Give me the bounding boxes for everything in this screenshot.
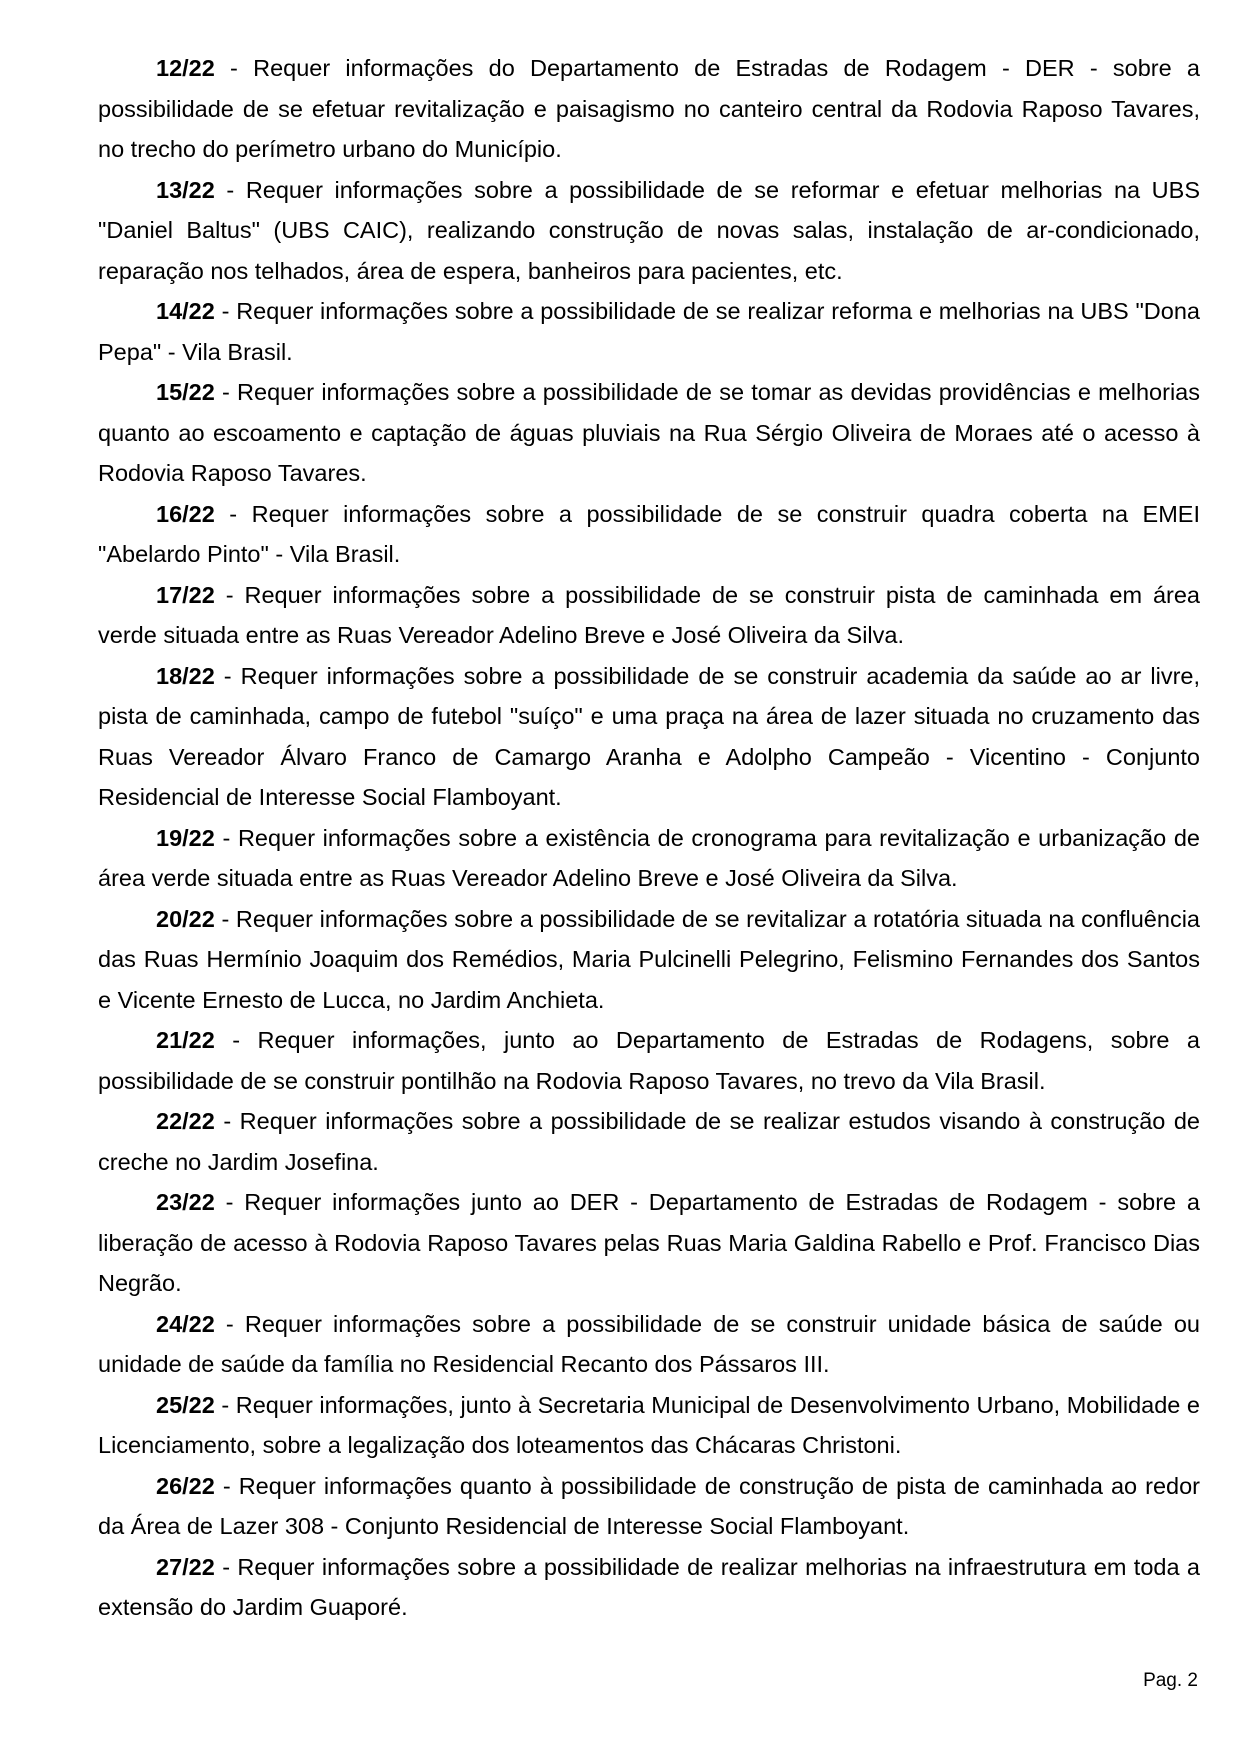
- request-number: 21/22: [156, 1027, 215, 1053]
- request-item-20: [98, 899, 1200, 1021]
- request-item-19: [98, 818, 1200, 899]
- request-item-13: [98, 170, 1200, 292]
- request-item-24: [98, 1304, 1200, 1385]
- request-number: 19/22: [156, 824, 215, 851]
- request-number: 13/22: [156, 176, 215, 203]
- request-number: 15/22: [156, 379, 215, 405]
- request-item-18: [98, 656, 1200, 818]
- request-number: 27/22: [156, 1553, 215, 1580]
- request-number: 17/22: [156, 581, 215, 608]
- request-text: - Requer informações sobre a possibilidade de se construir unidade básica de saúde ou unidade de saúde da família no Residencial Recanto dos Pássaros III.: [98, 1310, 1200, 1377]
- request-text: - Requer informações sobre a possibilidade de se tomar as devidas providências e melhorias quanto ao escoamento e captação de águas pluviais na Rua Sérgio Oliveira de Moraes até o acesso à Rodovia Raposo Tavares.: [98, 379, 1200, 486]
- request-number: 20/22: [156, 905, 215, 932]
- request-number: 22/22: [156, 1108, 215, 1134]
- request-text: - Requer informações quanto à possibilidade de construção de pista de caminhada ao redor da Área de Lazer 308 - Conjunto Residencial de Interesse Social Flamboyant.: [98, 1472, 1200, 1539]
- request-item-25: [98, 1385, 1200, 1466]
- request-text: - Requer informações sobre a possibilidade de se construir academia da saúde ao ar livre, pista de caminhada, campo de futebol "suíço" e uma praça na área de lazer situada no cruzamento das Ruas Vereador Álvaro Franco de Camargo Aranha e Adolpho Campeão - Vicentino - Conjunto Residencial de Interesse Social Flamboyant.: [98, 662, 1200, 810]
- request-text: - Requer informações sobre a possibilidade de se reformar e efetuar melhorias na UBS "Daniel Baltus" (UBS CAIC), realizando construção de novas salas, instalação de ar-condicionado, reparação nos telhados, área de espera, banheiros para pacientes, etc.: [98, 176, 1200, 284]
- request-number: 25/22: [156, 1391, 215, 1418]
- request-text: - Requer informações sobre a possibilidade de realizar melhorias na infraestrutura em toda a extensão do Jardim Guaporé.: [98, 1553, 1200, 1620]
- request-number: 18/22: [156, 662, 215, 689]
- request-item-15: [98, 372, 1200, 494]
- request-number: 23/22: [156, 1189, 215, 1215]
- request-number: 26/22: [156, 1472, 215, 1499]
- request-text: - Requer informações sobre a possibilidade de se realizar reforma e melhorias na UBS "Dona Pepa" - Vila Brasil.: [98, 298, 1200, 365]
- request-item-17: [98, 575, 1200, 656]
- request-text: - Requer informações, junto ao Departamento de Estradas de Rodagens, sobre a possibilidade de se construir pontilhão na Rodovia Raposo Tavares, no trevo da Vila Brasil.: [98, 1027, 1200, 1094]
- request-text: - Requer informações sobre a possibilidade de se realizar estudos visando à construção de creche no Jardim Josefina.: [98, 1108, 1200, 1175]
- request-text: - Requer informações sobre a existência de cronograma para revitalização e urbanização de área verde situada entre as Ruas Vereador Adelino Breve e José Oliveira da Silva.: [98, 824, 1200, 891]
- request-item-21: [98, 1020, 1200, 1101]
- request-item-23: [98, 1182, 1200, 1304]
- request-item-16: [98, 494, 1200, 575]
- request-text: - Requer informações sobre a possibilidade de se construir pista de caminhada em área verde situada entre as Ruas Vereador Adelino Breve e José Oliveira da Silva.: [98, 581, 1200, 648]
- request-item-27: [98, 1547, 1200, 1628]
- document-body: [98, 48, 1200, 1628]
- request-item-12: [98, 48, 1200, 170]
- request-number: 24/22: [156, 1310, 215, 1337]
- request-item-14: [98, 291, 1200, 372]
- request-text: - Requer informações sobre a possibilidade de se revitalizar a rotatória situada na confluência das Ruas Hermínio Joaquim dos Remédios, Maria Pulcinelli Pelegrino, Felismino Fernandes dos Santos e Vicente Ernesto de Lucca, no Jardim Anchieta.: [98, 905, 1200, 1013]
- request-text: - Requer informações do Departamento de Estradas de Rodagem - DER - sobre a possibilidade de se efetuar revitalização e paisagismo no canteiro central da Rodovia Raposo Tavares, no trecho do perímetro urbano do Município.: [98, 55, 1200, 162]
- page-number: Pag. 2: [1143, 1670, 1198, 1691]
- request-text: - Requer informações sobre a possibilidade de se construir quadra coberta na EMEI "Abelardo Pinto" - Vila Brasil.: [98, 500, 1200, 567]
- request-text: - Requer informações junto ao DER - Departamento de Estradas de Rodagem - sobre a liberação de acesso à Rodovia Raposo Tavares pelas Ruas Maria Galdina Rabello e Prof. Francisco Dias Negrão.: [98, 1189, 1200, 1296]
- request-text: - Requer informações, junto à Secretaria Municipal de Desenvolvimento Urbano, Mobilidade e Licenciamento, sobre a legalização dos loteamentos das Chácaras Christoni.: [98, 1391, 1200, 1458]
- request-number: 14/22: [156, 298, 215, 324]
- request-item-26: [98, 1466, 1200, 1547]
- request-number: 12/22: [156, 55, 215, 81]
- request-item-22: [98, 1101, 1200, 1182]
- request-number: 16/22: [156, 500, 215, 527]
